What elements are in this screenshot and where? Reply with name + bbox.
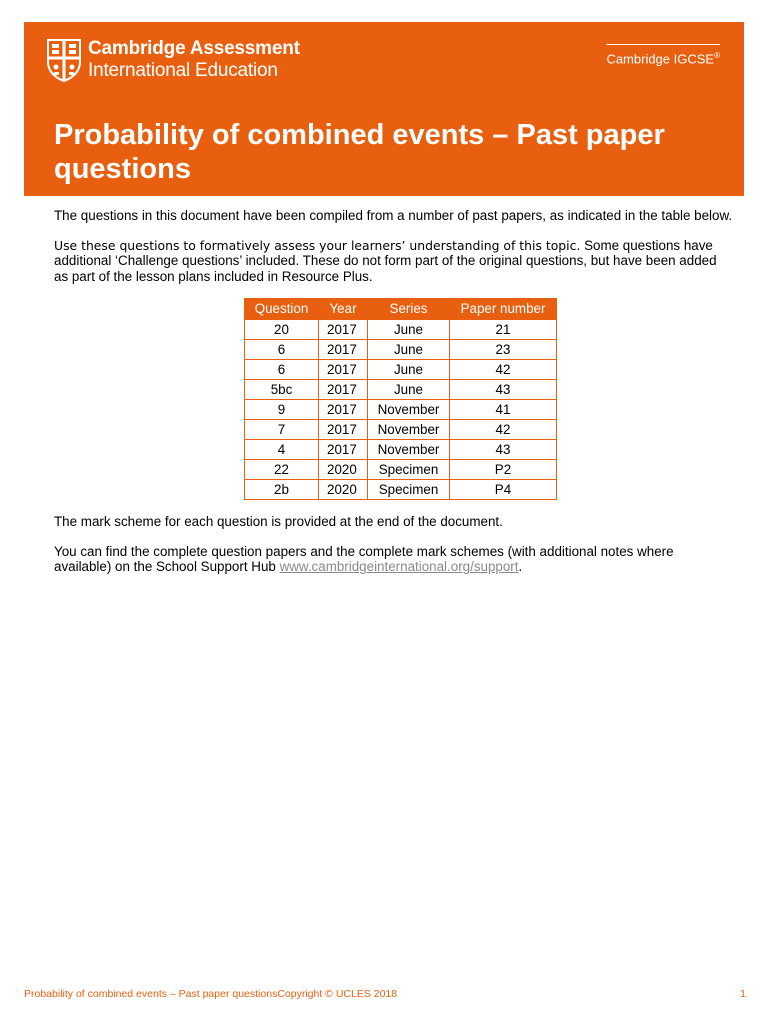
page-footer	[24, 988, 746, 1000]
table-header-row	[245, 299, 557, 320]
table-cell: June	[368, 380, 450, 400]
support-link[interactable]: www.cambridgeinternational.org/support	[279, 559, 519, 574]
table-cell: 2017	[319, 420, 368, 440]
table-row	[245, 440, 557, 460]
table-cell: 41	[450, 400, 557, 420]
cambridge-logo	[46, 38, 300, 82]
past-papers-table	[244, 298, 557, 500]
table-cell: June	[368, 360, 450, 380]
table-cell: 2020	[319, 480, 368, 500]
table-row	[245, 320, 557, 340]
table-cell: 42	[450, 360, 557, 380]
table-cell: P2	[450, 460, 557, 480]
table-cell: 7	[245, 420, 319, 440]
mark-scheme-paragraph: The mark scheme for each question is provided at the end of the document.	[54, 514, 503, 529]
table-cell: 4	[245, 440, 319, 460]
column-header: Paper number	[450, 299, 557, 320]
table-cell: 2017	[319, 320, 368, 340]
table-cell: 22	[245, 460, 319, 480]
org-name-line2: International Education	[88, 60, 278, 81]
qualification-label: Cambridge IGCSE®	[606, 44, 720, 66]
table-cell: November	[368, 400, 450, 420]
page-number: 1	[740, 988, 746, 1000]
support-paragraph: You can find the complete question papers and the complete mark schemes (with additional notes where available) on the School Support Hub www.cambridgeinternational.org/support.	[54, 543, 674, 574]
table-cell: November	[368, 420, 450, 440]
table-cell: June	[368, 340, 450, 360]
table-cell: 23	[450, 340, 557, 360]
table-cell: 5bc	[245, 380, 319, 400]
table-cell: 2b	[245, 480, 319, 500]
table-cell: Specimen	[368, 460, 450, 480]
table-cell: 6	[245, 360, 319, 380]
column-header: Year	[319, 299, 368, 320]
table-cell: 43	[450, 440, 557, 460]
table-row	[245, 420, 557, 440]
table-cell: 43	[450, 380, 557, 400]
table-cell: 2017	[319, 400, 368, 420]
column-header: Question	[245, 299, 319, 320]
table-cell: 6	[245, 340, 319, 360]
table-cell: P4	[450, 480, 557, 500]
table-cell: 20	[245, 320, 319, 340]
table-cell: 2017	[319, 340, 368, 360]
column-header: Series	[368, 299, 450, 320]
cambridge-shield-icon	[46, 38, 82, 82]
table-cell: 21	[450, 320, 557, 340]
table-row	[245, 400, 557, 420]
document-body	[54, 208, 734, 589]
table-cell: November	[368, 440, 450, 460]
table-cell: 2017	[319, 360, 368, 380]
table-row	[245, 480, 557, 500]
footer-text: Probability of combined events – Past paper questionsCopyright © UCLES 2018	[24, 988, 398, 1000]
table-cell: 9	[245, 400, 319, 420]
table-cell: 42	[450, 420, 557, 440]
table-cell: 2017	[319, 440, 368, 460]
table-cell: June	[368, 320, 450, 340]
header-banner	[24, 22, 744, 196]
table-cell: 2020	[319, 460, 368, 480]
page-title: Probability of combined events – Past paper questions	[54, 119, 665, 185]
table-body	[245, 320, 557, 500]
table-row	[245, 340, 557, 360]
table-row	[245, 380, 557, 400]
usage-paragraph: Use these questions to formatively assess your learners’ understanding of this topic. Some questions have additional ‘Challenge questions’ included. These do not form part of the original questions, but have been added as part of the lesson plans included in Resource Plus.	[54, 237, 717, 284]
table-row	[245, 360, 557, 380]
table-cell: Specimen	[368, 480, 450, 500]
table-row	[245, 460, 557, 480]
table-cell: 2017	[319, 380, 368, 400]
org-name-line1: Cambridge Assessment	[88, 38, 300, 59]
intro-paragraph: The questions in this document have been compiled from a number of past papers, as indicated in the table below.	[54, 208, 733, 223]
